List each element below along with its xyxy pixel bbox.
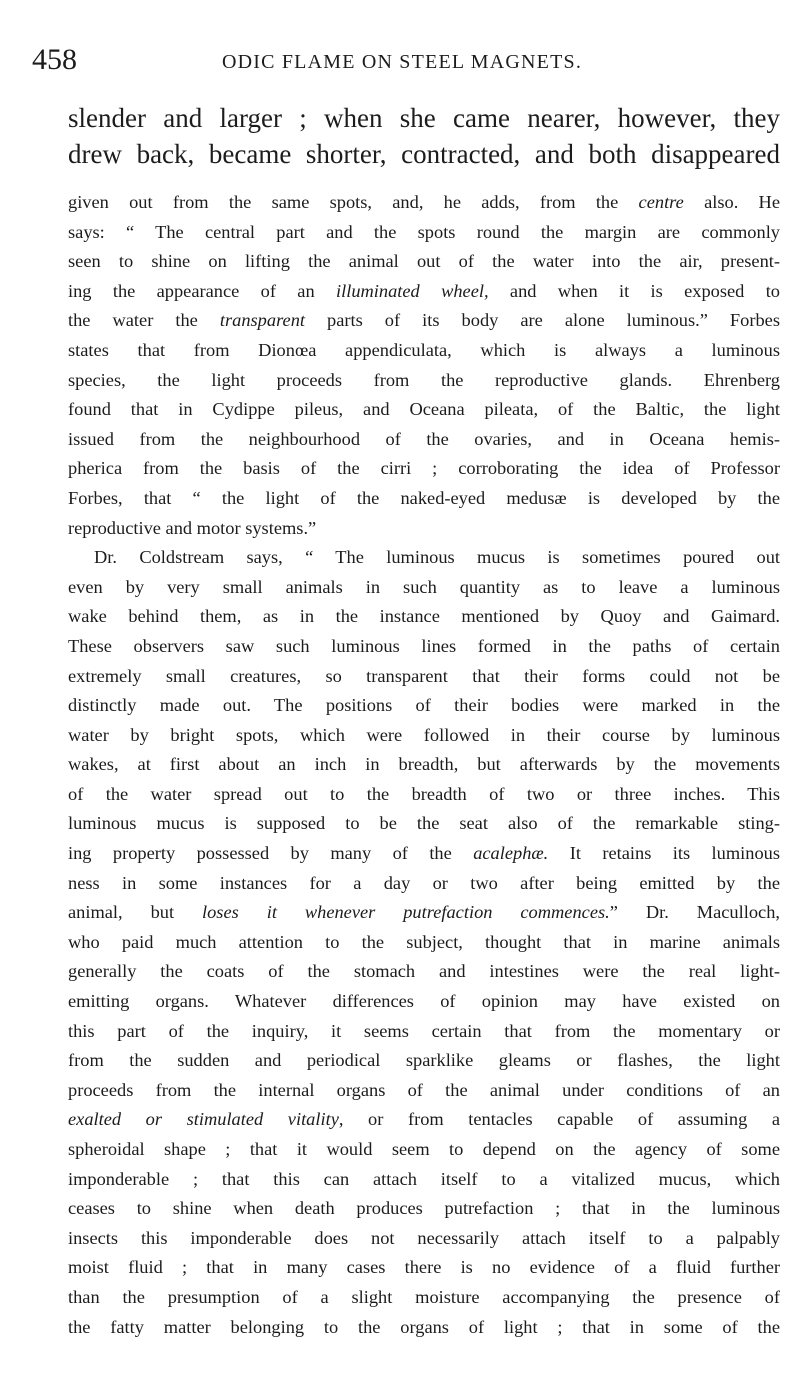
text-line: this part of the inquiry, it seems certain that from the momentary or <box>68 1020 780 1041</box>
text-line: ness in some instances for a day or two after being emitted by the <box>68 872 780 893</box>
text-line: proceeds from the internal organs of the animal under conditions of an <box>68 1079 780 1100</box>
body-text <box>68 188 780 1342</box>
text-line: than the presumption of a slight moisture accompanying the presence of <box>68 1286 780 1307</box>
text-line: of the water spread out to the breadth of two or three inches. This <box>68 783 780 804</box>
text-line: drew back, became shorter, contracted, and both disappeared <box>68 139 780 169</box>
text-line: even by very small animals in such quantity as to leave a luminous <box>68 576 780 597</box>
text-line: given out from the same spots, and, he adds, from the centre also. He <box>68 192 780 212</box>
text-line: found that in Cydippe pileus, and Oceana pileata, of the Baltic, the light <box>68 399 780 420</box>
text-line: animal, but loses it whenever putrefaction commences.” Dr. Maculloch, <box>68 902 780 923</box>
text-line: distinctly made out. The positions of their bodies were marked in the <box>68 695 780 716</box>
text-line: wake behind them, as in the instance mentioned by Quoy and Gaimard. <box>68 606 780 627</box>
text-line: ing the appearance of an illuminated wheel, and when it is exposed to <box>68 280 781 301</box>
text-line: issued from the neighbourhood of the ovaries, and in Oceana hemis- <box>68 428 780 449</box>
text-line: reproductive and motor systems.” <box>68 517 317 538</box>
text-line: insects this imponderable does not necessarily attach itself to a palpably <box>68 1227 780 1248</box>
text-line: imponderable ; that this can attach itself to a vitalized mucus, which <box>68 1168 780 1189</box>
text-line: species, the light proceeds from the reproductive glands. Ehrenberg <box>68 369 780 390</box>
italic-text: centre <box>638 192 684 212</box>
italic-text: acalephæ. <box>473 843 549 864</box>
text-line: water by bright spots, which were followed in their course by luminous <box>68 724 780 745</box>
text-line: who paid much attention to the subject, thought that in marine animals <box>68 931 780 952</box>
text-line: says: “ The central part and the spots round the margin are commonly <box>68 221 780 242</box>
text-line: the water the transparent parts of its body are alone luminous.” Forbes <box>68 310 780 331</box>
text-line: wakes, at first about an inch in breadth, but afterwards by the movements <box>68 754 780 775</box>
text-line: states that from Dionœa appendiculata, which is always a luminous <box>68 339 780 360</box>
page-header <box>32 40 772 80</box>
text-line: ceases to shine when death produces putrefaction ; that in the luminous <box>68 1198 780 1219</box>
text-line: luminous mucus is supposed to be the seat also of the remarkable sting- <box>68 813 780 834</box>
text-line: generally the coats of the stomach and intestines were the real light- <box>68 961 780 982</box>
text-line: ing property possessed by many of the acalephæ. It retains its luminous <box>68 843 781 864</box>
text-line: moist fluid ; that in many cases there is no evidence of a fluid further <box>68 1257 780 1278</box>
text-line: Forbes, that “ the light of the naked-eyed medusæ is developed by the <box>68 487 780 508</box>
text-line: Dr. Coldstream says, “ The luminous mucus is sometimes poured out <box>94 547 780 568</box>
text-line: emitting organs. Whatever differences of opinion may have existed on <box>68 991 780 1012</box>
text-line: slender and larger ; when she came nearer, however, they <box>68 103 780 133</box>
italic-text: transparent <box>219 310 306 331</box>
text-line: pherica from the basis of the cirri ; corroborating the idea of Professor <box>68 458 780 479</box>
text-line: seen to shine on lifting the animal out of the water into the air, present- <box>68 251 780 272</box>
text-line: exalted or stimulated vitality, or from tentacles capable of assuming a <box>68 1109 781 1130</box>
text-line: from the sudden and periodical sparklike gleams or flashes, the light <box>68 1050 780 1071</box>
italic-text: exalted or stimulated vitality <box>68 1109 339 1130</box>
text-line: extremely small creatures, so transparent that their forms could not be <box>68 665 780 686</box>
text-line: the fatty matter belonging to the organs of light ; that in some of the <box>68 1316 780 1337</box>
text-line: spheroidal shape ; that it would seem to depend on the agency of some <box>68 1139 780 1159</box>
text-line: These observers saw such luminous lines formed in the paths of certain <box>68 635 780 656</box>
italic-text: loses it whenever putrefaction commences. <box>202 902 610 923</box>
italic-text: illuminated wheel, <box>335 280 489 301</box>
page-number: 458 <box>32 43 77 76</box>
running-title: ODIC FLAME ON STEEL MAGNETS. <box>221 51 583 73</box>
large-text-block <box>68 100 780 172</box>
